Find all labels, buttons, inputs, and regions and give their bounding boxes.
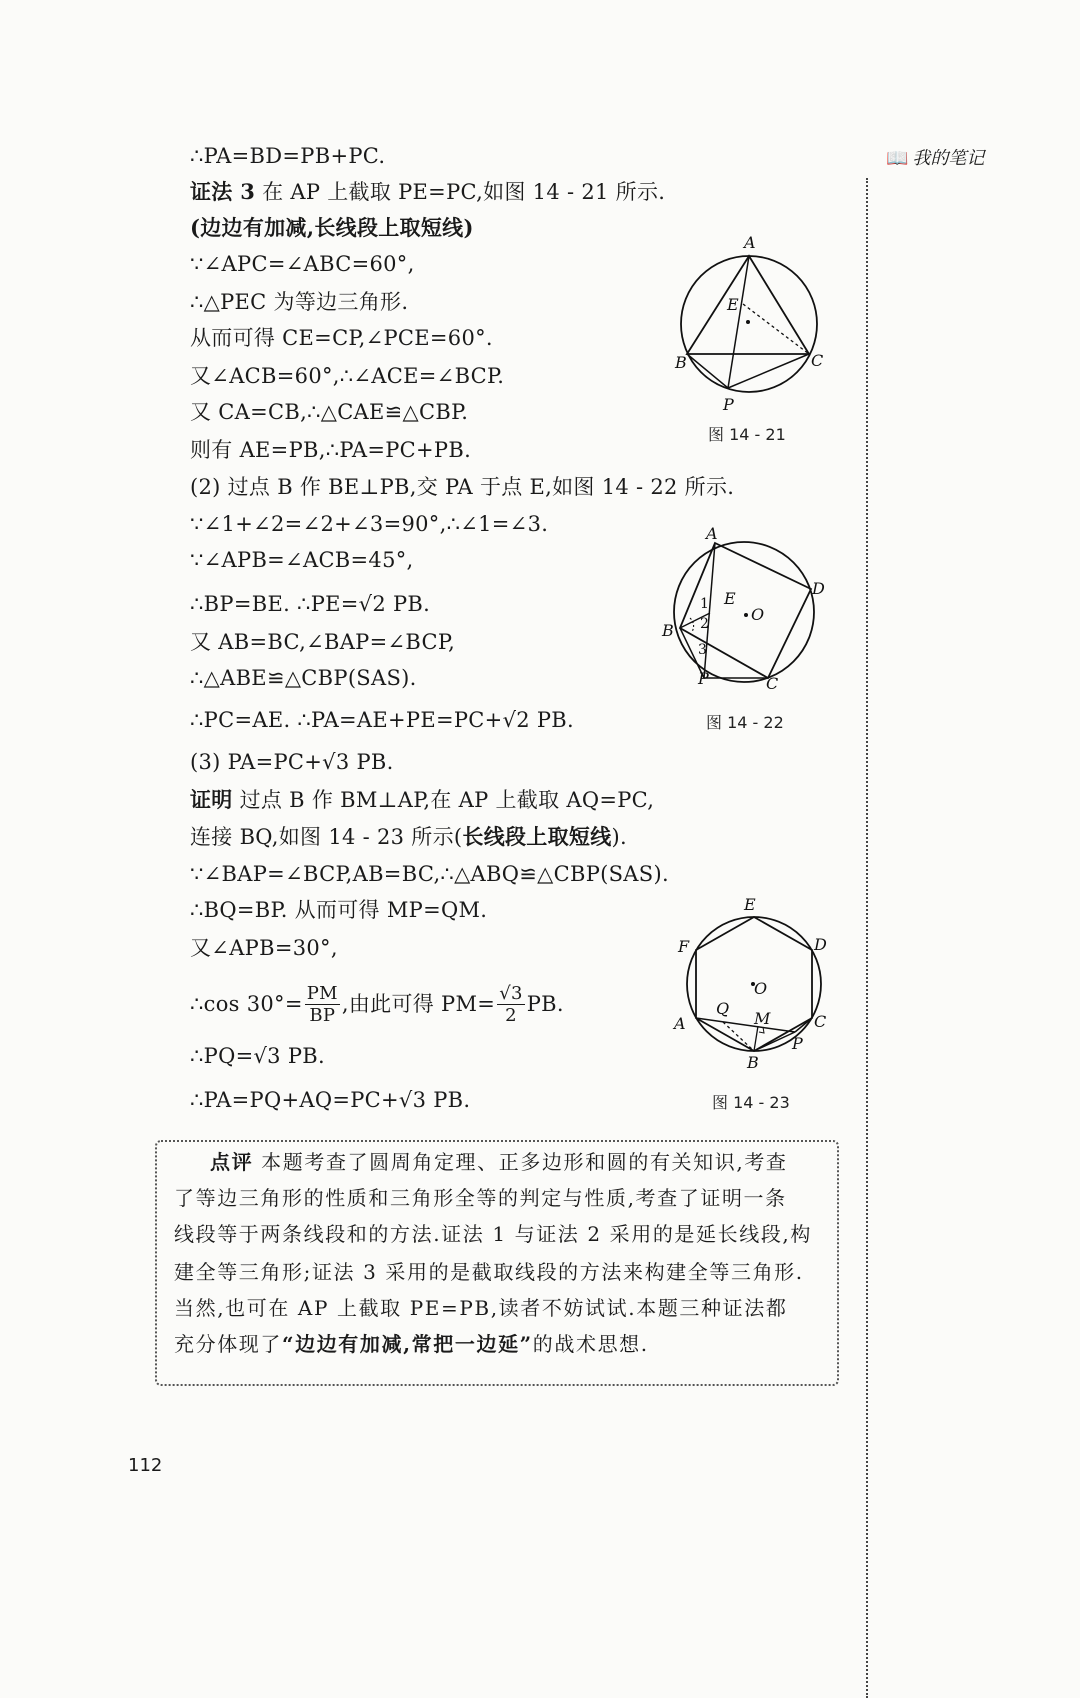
notes-header <box>886 144 984 170</box>
text-line: (边边有加减,长线段上取短线) <box>190 215 474 240</box>
figure-14-22 <box>660 526 835 696</box>
fraction-sqrt3-2: $\frac{√3}{2}$ <box>499 982 523 1026</box>
text-line: 证明 过点 B 作 BM⊥AP,在 AP 上截取 AQ=PC, <box>190 787 655 812</box>
label-q: Q <box>716 999 730 1018</box>
proof-label: 证法 3 <box>190 179 256 204</box>
text-line: ∴BQ=BP. 从而可得 MP=QM. <box>190 898 488 922</box>
label-f: F <box>678 937 690 956</box>
comment-line: 线段等于两条线段和的方法.证法 1 与证法 2 采用的是延长线段,构 <box>174 1222 812 1246</box>
label-1: 1 <box>700 596 709 612</box>
label-c: C <box>814 1012 827 1031</box>
text-line: 又∠ACB=60°,∴∠ACE=∠BCP. <box>190 364 505 388</box>
label-d: D <box>812 579 825 598</box>
figure-14-23 <box>668 894 838 1076</box>
proof-label: 证明 <box>190 787 233 812</box>
page-number: 112 <box>128 1455 163 1476</box>
notes-divider <box>866 178 868 1698</box>
label-p: P <box>792 1034 803 1053</box>
label-e: E <box>727 295 739 314</box>
text-line: 又 AB=BC,∠BAP=∠BCP, <box>190 630 456 654</box>
figure-14-21 <box>668 230 838 420</box>
text-line: 从而可得 CE=CP,∠PCE=60°. <box>190 326 493 350</box>
label-a: A <box>706 526 718 543</box>
text-line: ∴PA=PQ+AQ=PC+√3 PB. <box>190 1088 471 1112</box>
fraction-pm-bp: $\frac{PM}{BP}$ <box>306 982 338 1026</box>
comment-label: 点评 <box>210 1150 254 1174</box>
text-line: 又 CA=CB,∴△CAE≌△CBP. <box>190 400 469 424</box>
label-o: O <box>751 605 765 624</box>
label-c: C <box>766 674 779 693</box>
text-line: (3) PA=PC+√3 PB. <box>190 750 394 774</box>
text-line: ∴PC=AE. ∴PA=AE+PE=PC+√2 PB. <box>190 708 575 732</box>
label-c: C <box>811 351 824 370</box>
label-e: E <box>744 895 756 914</box>
label-3: 3 <box>698 642 707 658</box>
text-line: ∵∠BAP=∠BCP,AB=BC,∴△ABQ≌△CBP(SAS). <box>190 862 669 886</box>
text-line: ∴PQ=√3 PB. <box>190 1044 325 1068</box>
fraction-line: ∴cos 30°= $\frac{PM}{BP}$ ,由此可得 PM= $\frac{√3}{2}$ PB. <box>190 982 564 1026</box>
text-line: 证法 3 在 AP 上截取 PE=PC,如图 14 - 21 所示. <box>190 179 666 204</box>
text-line: 则有 AE=PB,∴PA=PC+PB. <box>190 438 472 462</box>
label-2: 2 <box>700 616 709 632</box>
text-line: ∴BP=BE. ∴PE=√2 PB. <box>190 592 431 616</box>
text-line: 连接 BQ,如图 14 - 23 所示(长线段上取短线). <box>190 824 627 849</box>
text-line: ∵∠1+∠2=∠2+∠3=90°,∴∠1=∠3. <box>190 512 549 536</box>
label-o: O <box>754 979 768 998</box>
text-line: ∵∠APB=∠ACB=45°, <box>190 548 414 572</box>
text-line: ∴△ABE≌△CBP(SAS). <box>190 666 417 690</box>
label-a: A <box>674 1014 686 1033</box>
comment-line: 点评 本题考查了圆周角定理、正多边形和圆的有关知识,考查 <box>210 1150 788 1174</box>
caption-14-21: 图 14 - 21 <box>708 425 786 444</box>
text-line: ∴PA=BD=PB+PC. <box>190 144 386 168</box>
text-line: 又∠APB=30°, <box>190 936 338 960</box>
caption-14-22: 图 14 - 22 <box>706 713 784 732</box>
comment-line: 建全等三角形;证法 3 采用的是截取线段的方法来构建全等三角形. <box>174 1260 804 1284</box>
caption-14-23: 图 14 - 23 <box>712 1093 790 1112</box>
label-a: A <box>744 233 756 252</box>
comment-line: 当然,也可在 AP 上截取 PE=PB,读者不妨试试.本题三种证法都 <box>174 1296 788 1320</box>
label-b: B <box>675 353 687 372</box>
label-m: M <box>754 1009 771 1028</box>
label-d: D <box>814 935 827 954</box>
comment-line: 充分体现了“边边有加减,常把一边延”的战术思想. <box>174 1332 649 1356</box>
text-line: ∵∠APC=∠ABC=60°, <box>190 252 415 276</box>
notes-label: 我的笔记 <box>912 148 985 169</box>
label-p: P <box>698 669 709 688</box>
text-line: (2) 过点 B 作 BE⊥PB,交 PA 于点 E,如图 14 - 22 所示. <box>190 475 735 499</box>
comment-line: 了等边三角形的性质和三角形全等的判定与性质,考查了证明一条 <box>174 1186 787 1210</box>
book-icon: 📖 <box>886 148 909 169</box>
text-line: ∴△PEC 为等边三角形. <box>190 290 409 314</box>
label-b: B <box>747 1053 759 1072</box>
label-b: B <box>662 621 674 640</box>
label-e: E <box>724 589 736 608</box>
label-p: P <box>723 395 734 414</box>
